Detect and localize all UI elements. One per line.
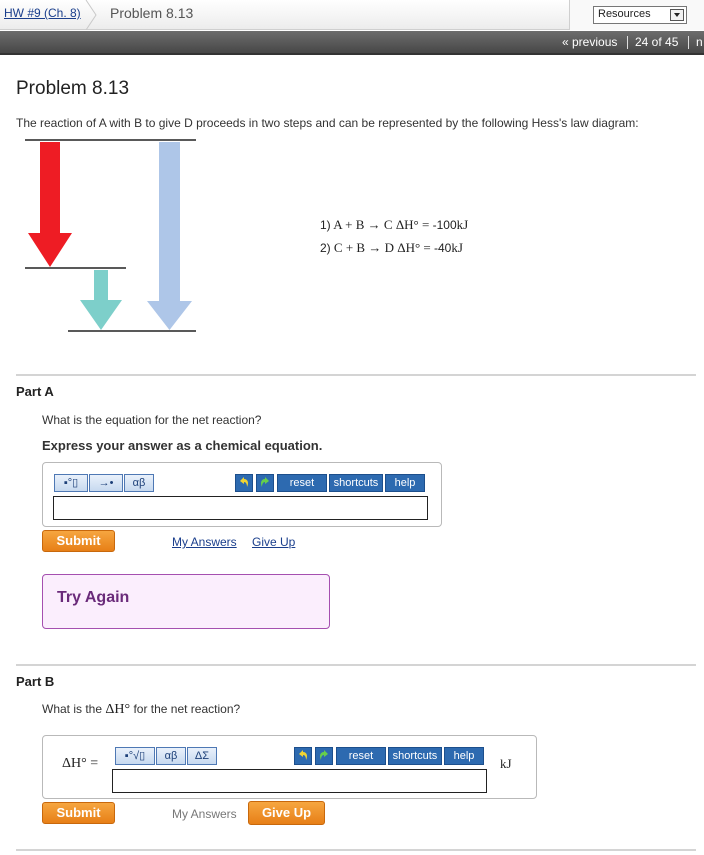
part-a-submit-button[interactable]: Submit bbox=[42, 530, 115, 552]
shortcuts-button[interactable]: shortcuts bbox=[329, 474, 383, 492]
try-again-feedback bbox=[42, 574, 330, 629]
reaction-2-unit: kJ bbox=[451, 240, 463, 255]
templates-button[interactable]: ▪°√▯ bbox=[115, 747, 155, 765]
problem-position: 24 of 45 bbox=[635, 35, 679, 49]
hess-law-diagram bbox=[20, 135, 200, 335]
reset-button[interactable]: reset bbox=[336, 747, 386, 765]
page-title: Problem 8.13 bbox=[16, 78, 130, 99]
help-button[interactable]: help bbox=[385, 474, 425, 492]
breadcrumb-chevron-icon bbox=[84, 0, 98, 30]
net-equation-input[interactable] bbox=[53, 496, 428, 520]
undo-icon[interactable] bbox=[294, 747, 312, 765]
part-a-instruction: Express your answer as a chemical equation. bbox=[42, 438, 323, 453]
help-button[interactable]: help bbox=[444, 747, 484, 765]
reaction-1-equation: A + B → C ΔH° = bbox=[333, 217, 430, 232]
arrows-button[interactable]: →• bbox=[89, 474, 123, 492]
reaction-2-value: -40 bbox=[434, 241, 452, 255]
part-b-question: What is the ΔH° for the net reaction? bbox=[42, 702, 241, 717]
part-b-my-answers-link: My Answers bbox=[172, 807, 237, 821]
undo-icon[interactable] bbox=[235, 474, 253, 492]
section-divider bbox=[16, 849, 696, 851]
reset-button[interactable]: reset bbox=[277, 474, 327, 492]
nav-divider bbox=[688, 36, 689, 49]
nav-divider bbox=[627, 36, 628, 49]
part-a-my-answers-link[interactable]: My Answers bbox=[172, 535, 237, 549]
problem-intro: The reaction of A with B to give D proceeds in two steps and can be represented by the following Hess's law diagram: bbox=[16, 116, 639, 130]
reaction-1: 1) A + B → C ΔH° = -100kJ bbox=[320, 217, 469, 232]
redo-icon[interactable] bbox=[315, 747, 333, 765]
reaction-2: 2) C + B → D ΔH° = -40kJ bbox=[320, 240, 463, 255]
redo-icon[interactable] bbox=[256, 474, 274, 492]
reaction-1-value: -100 bbox=[432, 218, 457, 232]
feedback-text: Try Again bbox=[57, 589, 130, 606]
step2-arrow bbox=[80, 270, 122, 330]
delta-h-input[interactable] bbox=[112, 769, 487, 793]
greek-letters-button[interactable]: αβ bbox=[156, 747, 186, 765]
unit-label: kJ bbox=[500, 756, 512, 771]
breadcrumb-current: Problem 8.13 bbox=[110, 5, 194, 21]
delta-h-label: ΔH° = bbox=[62, 756, 99, 771]
greek-letters-button[interactable]: αβ bbox=[124, 474, 154, 492]
section-divider bbox=[16, 374, 696, 376]
step1-arrow bbox=[28, 142, 72, 267]
reaction-1-unit: kJ bbox=[456, 217, 469, 232]
part-a-question: What is the equation for the net reaction? bbox=[42, 413, 262, 427]
previous-link[interactable]: « previous bbox=[562, 35, 618, 49]
part-a-answer-box bbox=[42, 462, 442, 527]
symbols-button[interactable]: ΔΣ bbox=[187, 747, 217, 765]
part-b-title: Part B bbox=[16, 674, 55, 689]
resources-panel bbox=[569, 0, 704, 30]
part-a-give-up-link[interactable]: Give Up bbox=[252, 535, 296, 549]
part-b-answer-box bbox=[42, 735, 537, 799]
part-b-submit-button[interactable]: Submit bbox=[42, 802, 115, 824]
part-a-title: Part A bbox=[16, 384, 54, 399]
chevron-down-icon[interactable] bbox=[670, 9, 684, 21]
shortcuts-button[interactable]: shortcuts bbox=[388, 747, 442, 765]
section-divider bbox=[16, 664, 696, 666]
next-link[interactable]: n bbox=[696, 35, 703, 49]
problem-nav-bar bbox=[0, 31, 704, 55]
resources-dropdown[interactable] bbox=[593, 6, 687, 24]
breadcrumb-assignment-link[interactable]: HW #9 (Ch. 8) bbox=[4, 6, 81, 20]
part-b-give-up-button[interactable]: Give Up bbox=[248, 801, 325, 825]
breadcrumb bbox=[0, 0, 704, 30]
resources-label: Resources bbox=[598, 8, 651, 20]
reaction-2-equation: C + B → D ΔH° = bbox=[333, 240, 431, 255]
net-reaction-arrow bbox=[147, 142, 192, 330]
templates-button[interactable]: ▪°▯ bbox=[54, 474, 88, 492]
